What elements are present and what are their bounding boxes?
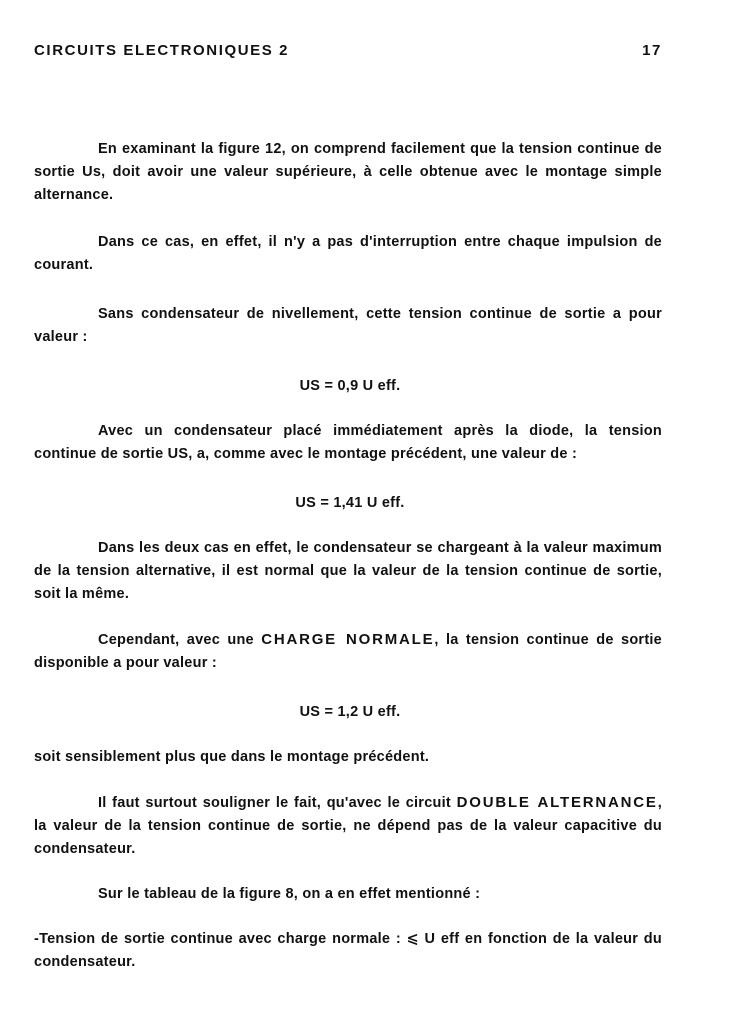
paragraph-6-start: Cependant, avec une <box>98 632 262 648</box>
paragraph-6 <box>34 628 662 675</box>
paragraph-9: Sur le tableau de la figure 8, on a en effet mentionné : <box>98 886 481 902</box>
paragraph-5: Dans les deux cas en effet, le condensateur se chargeant à la valeur maximum de la tension alternative, il est normal que la valeur de la tension continue de sortie, soit la même. <box>34 540 662 602</box>
paragraph-8-end: , la valeur de la tension continue de sortie, ne dépend pas de la valeur capacitive du condensateur. <box>34 795 662 857</box>
paragraph-3: Sans condensateur de nivellement, cette tension continue de sortie a pour valeur : <box>34 306 662 345</box>
page-number: 17 <box>642 42 662 59</box>
formula-1: US = 0,9 U eff. <box>299 378 401 394</box>
page-body <box>34 138 662 974</box>
page-header <box>34 42 662 64</box>
paragraph-8-start: Il faut surtout souligner le fait, qu'avec le circuit <box>98 795 457 811</box>
running-title: CIRCUITS ELECTRONIQUES 2 <box>34 42 290 59</box>
formula-2: US = 1,41 U eff. <box>295 495 405 511</box>
double-alternance-emphasis: DOUBLE ALTERNANCE <box>456 794 658 811</box>
formula-3: US = 1,2 U eff. <box>299 704 401 720</box>
charge-normale-emphasis: CHARGE NORMALE <box>261 631 435 648</box>
paragraph-8 <box>34 791 662 861</box>
paragraph-2: Dans ce cas, en effet, il n'y a pas d'interruption entre chaque impulsion de courant. <box>34 234 662 273</box>
paragraph-4: Avec un condensateur placé immédiatement après la diode, la tension continue de sortie US, a, comme avec le montage précédent, une valeur de : <box>34 423 662 462</box>
paragraph-6-end: , la tension continue de sortie disponible a pour valeur : <box>34 632 662 671</box>
paragraph-10: -Tension de sortie continue avec charge normale : ⩽ U eff en fonction de la valeur du condensateur. <box>34 931 662 970</box>
paragraph-7: soit sensiblement plus que dans le montage précédent. <box>34 749 430 765</box>
paragraph-1: En examinant la figure 12, on comprend facilement que la tension continue de sortie Us, doit avoir une valeur supérieure, à celle obtenue avec le montage simple alternance. <box>34 141 662 203</box>
